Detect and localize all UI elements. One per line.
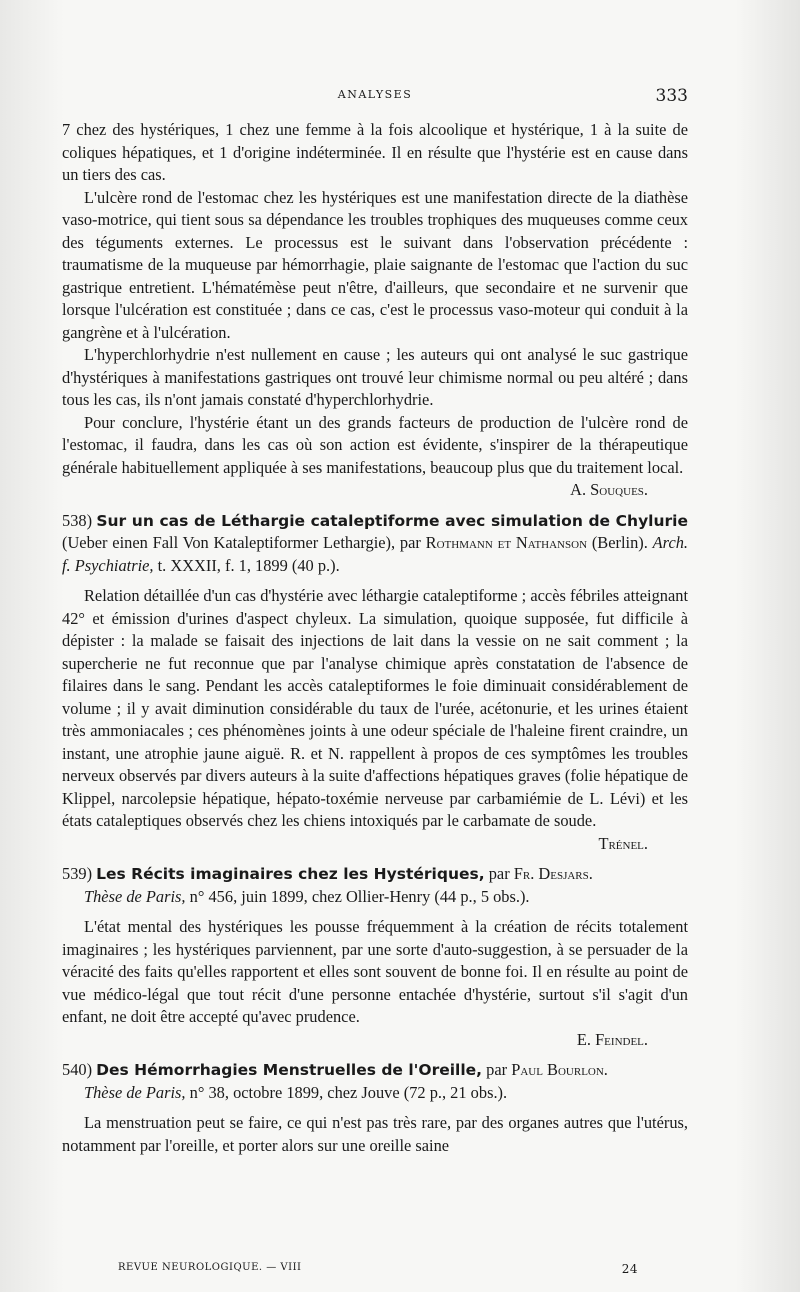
entry-thesis-line: [62, 1082, 688, 1105]
entry-by: par: [488, 864, 510, 883]
continuation-paragraph: 7 chez des hystériques, 1 chez une femme à la fois alcoolique et hystérique, 1 à la suite de coliques hépatiques, et 1 d'origine indéterminée. Il en résulte que l'hystérie est en cause dans un tiers des cas.: [62, 120, 688, 184]
entry-details: n° 456, juin 1899, chez Ollier-Henry (44 p., 5 obs.).: [189, 886, 530, 906]
entry-538-heading: [62, 510, 688, 578]
body-text: [62, 119, 688, 1157]
entry-citation-details: t. XXXII, f. 1, 1899 (40 p.).: [157, 555, 340, 575]
entry-540-heading: [62, 1059, 688, 1082]
entry-body: La menstruation peut se faire, ce qui n'est pas très rare, par des organes autres que l'utérus, notamment par l'oreille, et porter alors sur une oreille saine: [62, 1113, 688, 1155]
entry-title: Des Hémorrhagies Menstruelles de l'Oreille,: [96, 1061, 483, 1079]
entry-author: Paul Bourlon.: [511, 1060, 608, 1079]
signature: A. Souques.: [570, 480, 648, 499]
entry-by: par: [486, 1060, 508, 1079]
entry-title: Les Récits imaginaires chez les Hystériques,: [96, 865, 485, 883]
entry-body: L'état mental des hystériques les pousse fréquemment à la création de récits totalement imaginaires ; les hystériques parviennent, par une sorte d'auto-suggestion, à se persuader de la véracité des faits qu'elles rapportent et elles sont souvent de bonne foi. Il en résulte au point de vue médico-légal que tout récit d'une personne entachée d'hystérie, surtout s'il s'agit d'un enfant, ne doit être accepté qu'avec prudence.: [62, 917, 688, 1026]
footer-journal: REVUE NEUROLOGIQUE. — VIII: [118, 1262, 302, 1273]
entry-details: n° 38, octobre 1899, chez Jouve (72 p., 21 obs.).: [189, 1082, 508, 1102]
entry-thesis-line: [62, 886, 688, 909]
continuation-paragraph: Pour conclure, l'hystérie étant un des grands facteurs de production de l'ulcère rond de l'estomac, il faudra, dans les cas où son action est évidente, s'inspirer de la thérapeutique générale habituellement appliquée à ses manifestations, beaucoup plus que du traitement local.: [62, 412, 688, 477]
continuation-paragraph: L'hyperchlorhydrie n'est nullement en cause ; les auteurs qui ont analysé le suc gastrique d'hystériques à manifestations gastriques ont trouvé leur chimisme normal ou peu altéré ; dans tous les cas, ils n'ont jamais constaté d'hyperchlorhydrie.: [62, 345, 688, 409]
entry-body: Relation détaillée d'un cas d'hystérie avec léthargie cataleptiforme ; accès fébriles atteignant 42° et émission d'urines d'aspect chyleux. La simulation, quoique supposée, fut difficile à dépister : la malade se faisait des injections de lait dans la vessie on ne sait comment ; la supercherie ne fut reconnue que par l'analyse chimique après constatation de l'absence de filaires dans le sang. Pendant les accès cataleptiformes le foie diminuait considérablement de volume ; il y avait diminution considérable du taux de l'urée, acétonurie, et les urines étaient très ammoniacales ; ces phénomènes joints à une odeur spéciale de l'haleine firent craindre, un instant, une atrophie jaune aiguë. R. et N. rappellent à propos de ces symptômes les troubles nerveux observés par divers auteurs à la suite d'affections hépatiques graves (folie hépatique de Klippel, narcolepsie hépatique, hépato-toxémie nerveuse par carbamiémie de L. Lévi) et les états cataleptiques observés chez les chiens intoxiqués par le carbamate de soude.: [62, 586, 688, 830]
entry-journal: Arch. f. Psychiatrie,: [62, 533, 689, 575]
entry-number: 540): [62, 1060, 93, 1079]
continuation-paragraph: L'ulcère rond de l'estomac chez les hystériques est une manifestation directe de la diathèse vaso-motrice, qui tient sous sa dépendance les troubles trophiques des muqueuses comme ceux des téguments externes. Le processus est le suivant dans l'observation précédente : traumatisme de la muqueuse par hémorrhagie, plaie saignante de l'estomac que l'action du suc gastrique entretient. L'hématémèse peut n'être, d'ailleurs, que secondaire et ne survenir que lorsque l'ulcération est constituée ; dans ce cas, c'est le processus vaso-moteur qui conduit à la gangrène et à l'ulcération.: [62, 187, 688, 342]
entry-title: Sur un cas de Léthargie cataleptiforme avec simulation de Chylurie: [96, 511, 688, 530]
entry-number: 538): [62, 510, 93, 530]
entry-539-heading: [62, 863, 688, 886]
running-head: [62, 88, 688, 108]
footer-signature-mark: 24: [621, 1262, 638, 1276]
entry-citation: (Ueber einen Fall Von Kataleptiformer Lethargie), par: [62, 533, 421, 552]
page-footer: [118, 1262, 638, 1278]
entry-author: Fr. Desjars.: [513, 864, 593, 883]
entry-number: 539): [62, 864, 93, 883]
signature: Trénel.: [598, 833, 648, 853]
entry-thesis: Thèse de Paris,: [84, 886, 186, 906]
running-title: ANALYSES: [337, 88, 413, 101]
page-number: 333: [655, 86, 688, 106]
entry-thesis: Thèse de Paris,: [84, 1082, 186, 1102]
entry-place: (Berlin).: [591, 533, 648, 552]
entry-authors: Rothmann et Nathanson: [425, 533, 588, 552]
signature: E. Feindel.: [576, 1029, 648, 1049]
